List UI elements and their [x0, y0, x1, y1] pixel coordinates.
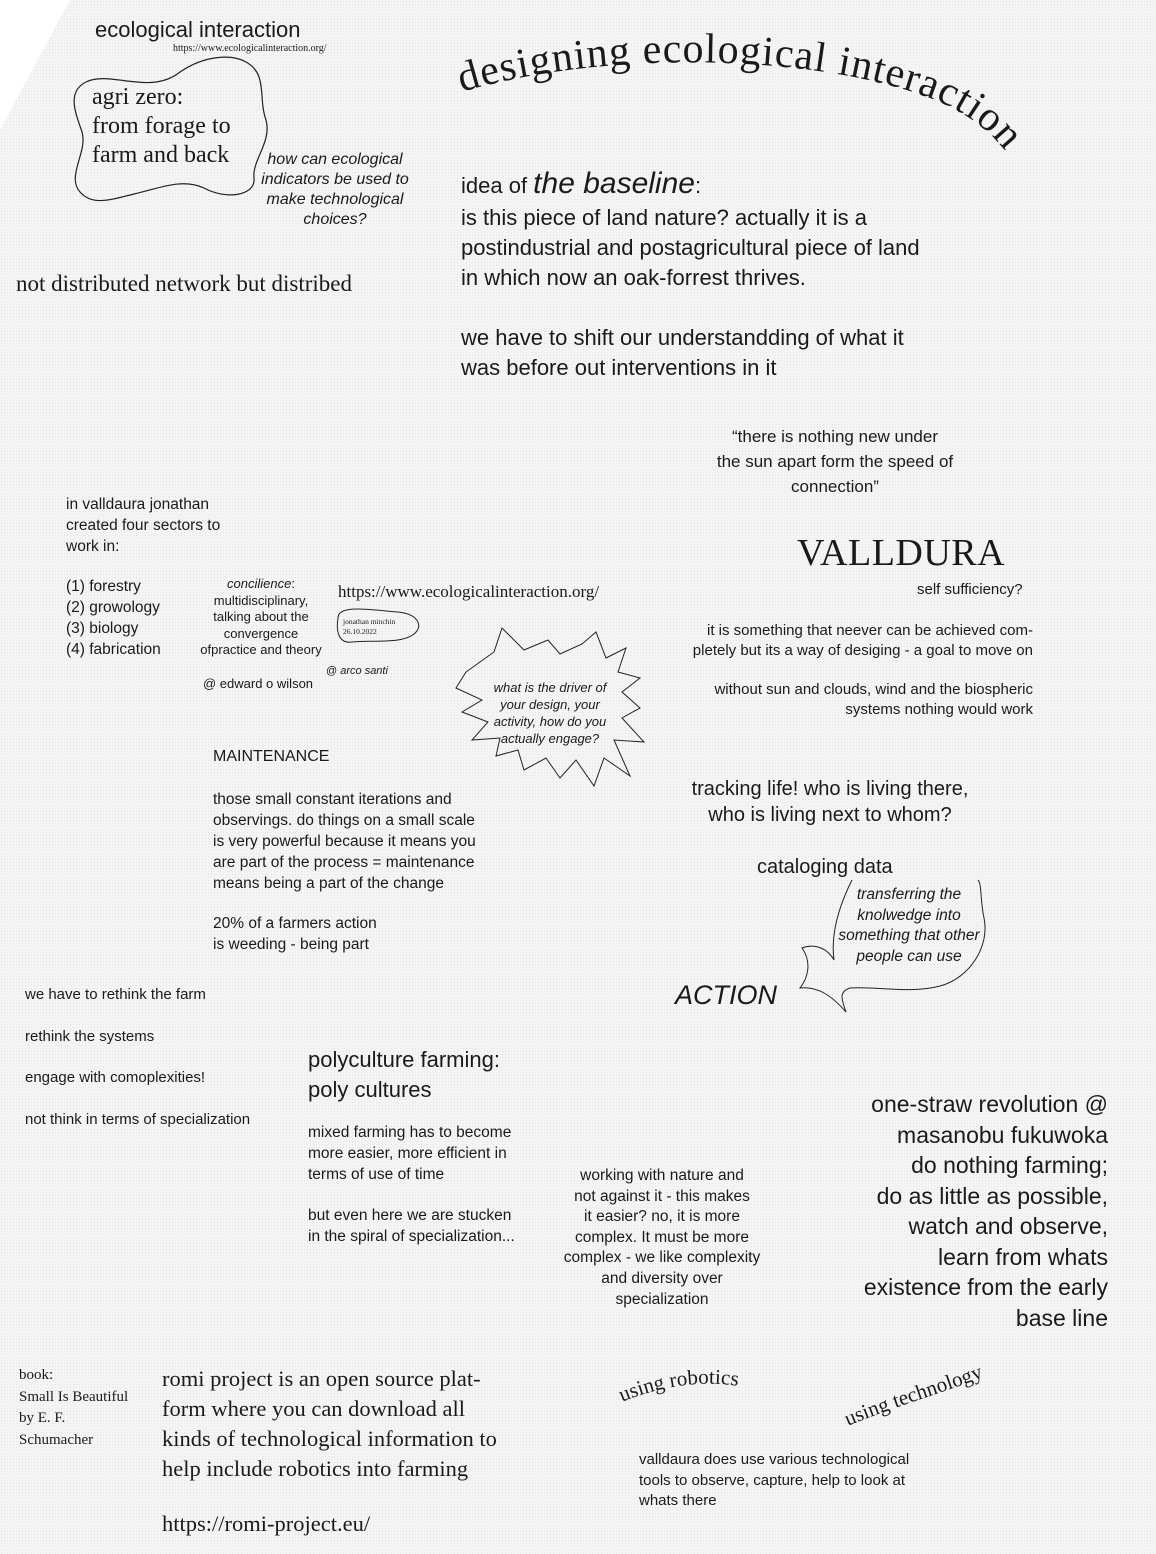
self-sufficiency: self sufficiency?: [917, 581, 1023, 598]
tracking-life: tracking life! who is living there, who is living next to whom?: [691, 778, 969, 826]
using-technology: using technology: [840, 1359, 986, 1431]
arco-santi-name: arco santi: [340, 665, 388, 677]
svg-text:using technology: [841, 1359, 986, 1431]
svg-text:using robotics: [615, 1365, 740, 1407]
quote: “there is nothing new under the sun apart form the speed of connection”: [716, 427, 954, 496]
one-straw-revolution: one-straw revolution @ masanobu fukuwoka do nothing farming; do as little as possible, watch and observe, learn from whats existence from the early base line: [863, 1091, 1108, 1331]
sector-item: (1) forestry: [66, 578, 141, 595]
driver-question: what is the driver of your design, your activity, how do you actually engage?: [493, 680, 607, 746]
main-title-text: designing ecological interaction: [452, 26, 1034, 159]
baseline-body: is this piece of land nature? actually it is a postindustrial and postagricultural piece of land in which now an oak-forrest thrives.: [461, 205, 920, 290]
site-url: https://www.ecologicalinteraction.org/: [173, 43, 327, 54]
arco-santi-at: @: [326, 665, 341, 677]
maintenance-heading: MAINTENANCE: [213, 748, 330, 765]
action-label: ACTION: [675, 980, 778, 1010]
polyculture-heading: polyculture farming: poly cultures: [308, 1047, 500, 1102]
cataloging-data: cataloging data: [757, 856, 893, 878]
using-robotics: using robotics: [615, 1364, 741, 1407]
speaker-name: jonathan minchin: [343, 617, 396, 626]
transferring-knowledge: transferring the knolwedge into something that other people can use: [838, 886, 980, 965]
url-mid: https://www.ecologicalinteraction.org/: [338, 582, 600, 601]
valldura-never: it is something that neever can be achieved com- pletely but its a way of desiging - a goal to move on: [692, 622, 1033, 659]
baseline-colon: :: [694, 173, 702, 198]
sector-item: (4) fabrication: [66, 641, 161, 658]
rethink-item: not think in terms of specialization: [25, 1110, 251, 1128]
distributed-network-note: not distributed network but distribed: [16, 271, 353, 296]
polyculture-mixed: mixed farming has to become more easier, more efficient in terms of use of time: [308, 1124, 512, 1183]
baseline-emphasis: the baseline: [533, 167, 695, 200]
sectors-intro: in valldaura jonathan created four sectors to work in:: [66, 496, 221, 555]
edward-wilson: @ edward o wilson: [203, 676, 314, 691]
speaker-date: 26.10.2022: [343, 627, 377, 636]
sector-item: (3) biology: [66, 620, 139, 637]
romi-description: romi project is an open source plat- form where you can download all kinds of technological information to help include robotics into farming: [162, 1366, 497, 1481]
valldura-title: VALLDURA: [797, 532, 1006, 574]
working-with-nature: working with nature and not against it - this makes it easier? no, it is more complex. It must be more complex - we like complexity and diversity over specialization: [563, 1167, 761, 1308]
rethink-item: we have to rethink the farm: [25, 986, 206, 1003]
site-title: ecological interaction: [95, 17, 301, 42]
baseline-shift: we have to shift our understandding of what it was before out interventions in it: [461, 325, 904, 380]
rethink-item: engage with comoplexities!: [25, 1069, 206, 1086]
rethink-item: rethink the systems: [25, 1027, 155, 1045]
baseline-prefix: idea of: [461, 173, 534, 198]
sector-item: (2) growology: [66, 599, 160, 616]
agri-zero-text: agri zero: from forage to farm and back: [92, 84, 231, 168]
maintenance-weeding: 20% of a farmers action is weeding - being part: [213, 915, 377, 953]
concilience-body: multidisciplinary, talking about the convergence ofpractice and theory: [200, 592, 322, 657]
concilience-colon: :: [291, 576, 295, 591]
polyculture-stucken: but even here we are stucken in the spiral of specialization...: [308, 1207, 515, 1245]
question-indicators: how can ecological indicators be used to make technological choices?: [261, 151, 409, 228]
valldura-sun: without sun and clouds, wind and the biospheric systems nothing would work: [714, 681, 1033, 718]
maintenance-body: those small constant iterations and observings. do things on a small scale is very powerful because it means you are part of the process = maintenance means being a part of the change: [213, 791, 476, 892]
book-reference: book: Small Is Beautiful by E. F. Schumacher: [19, 1367, 129, 1448]
valldaura-tools: valldaura does use various technological tools to observe, capture, help to look at whats there: [639, 1451, 910, 1509]
concilience-term: concilience: [227, 576, 292, 591]
romi-url: https://romi-project.eu/: [162, 1511, 371, 1536]
